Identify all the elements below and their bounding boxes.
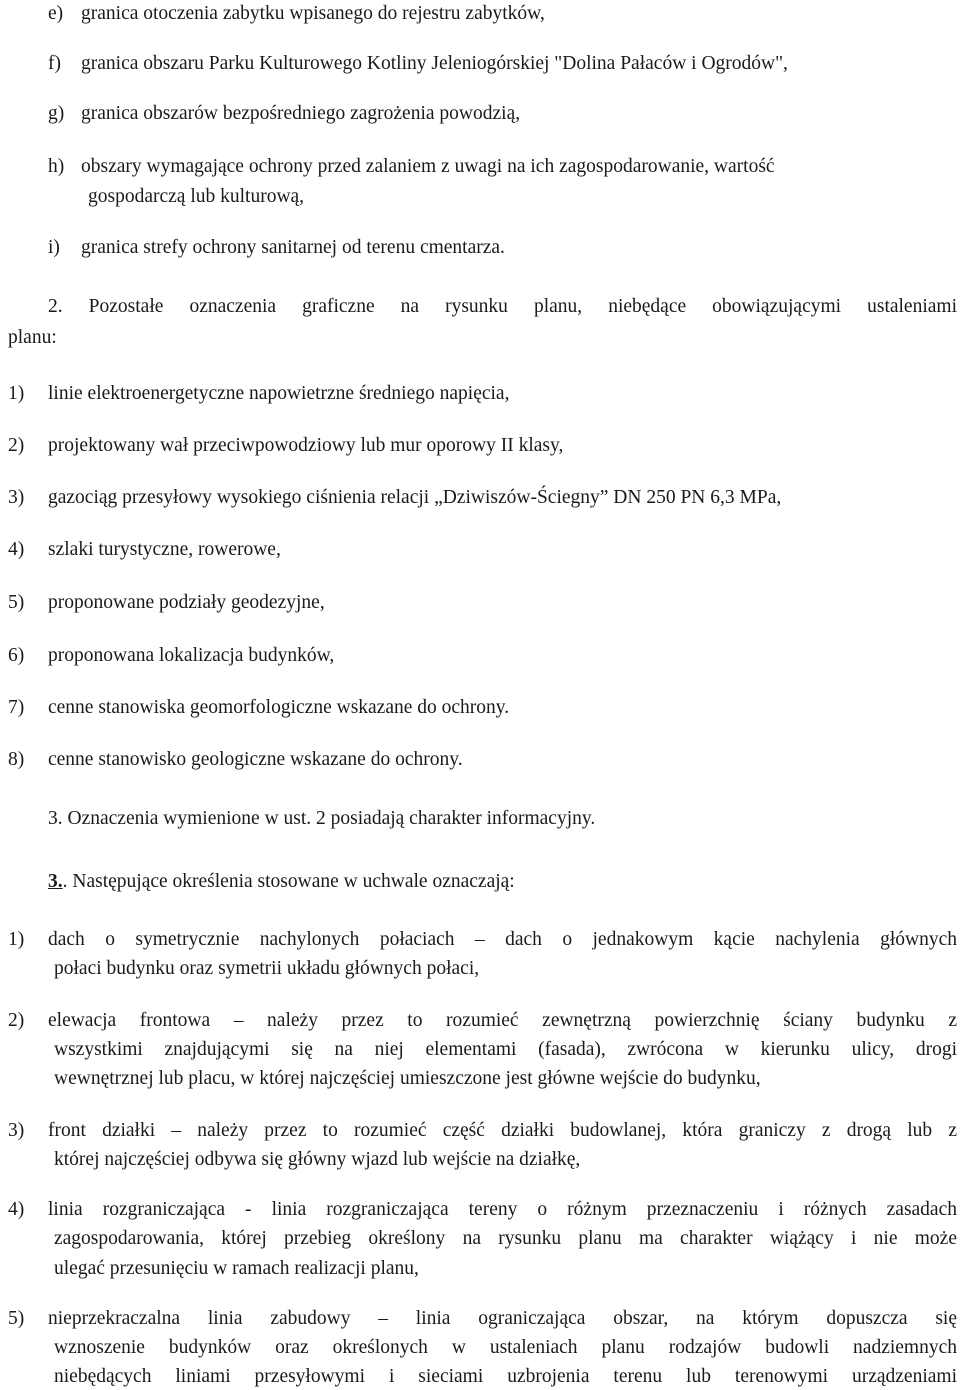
list-item-text: projektowany wał przeciwpowodziowy lub mur oporowy II klasy,	[48, 435, 564, 456]
list-marker: 3)	[8, 1120, 25, 1141]
list-marker: 5)	[8, 592, 25, 613]
list-marker: 3)	[8, 487, 25, 508]
list-marker: 7)	[8, 697, 25, 718]
definition-text: wewnętrznej lub placu, w której najczęściej umieszczone jest główne wejście do budynku,	[54, 1068, 761, 1089]
definition-text: niebędących liniami przesyłowymi i sieciami uzbrojenia terenu lub terenowymi urządzeniami	[54, 1366, 957, 1387]
list-item-text: granica strefy ochrony sanitarnej od terenu cmentarza.	[81, 237, 505, 258]
list-item-text: obszary wymagające ochrony przed zalaniem z uwagi na ich zagospodarowanie, wartość	[81, 156, 775, 177]
section-text: . Następujące określenia stosowane w uchwale oznaczają:	[62, 871, 515, 892]
definition-text: elewacja frontowa – należy przez to rozumieć zewnętrzną powierzchnię ściany budynku z	[48, 1010, 957, 1031]
section-3-paragraph: 3. Oznaczenia wymienione w ust. 2 posiadają charakter informacyjny.	[48, 808, 596, 829]
list-item-text: gazociąg przesyłowy wysokiego ciśnienia relacji „Dziwiszów-Ściegny” DN 250 PN 6,3 MPa,	[48, 487, 782, 508]
list-marker: h)	[48, 156, 65, 177]
list-item-text: proponowana lokalizacja budynków,	[48, 645, 335, 666]
list-item-text: granica obszaru Parku Kulturowego Kotliny Jeleniogórskiej "Dolina Pałaców i Ogrodów",	[81, 53, 788, 74]
list-marker: 2)	[8, 435, 25, 456]
list-marker: 1)	[8, 929, 25, 950]
list-marker: i)	[48, 237, 60, 258]
definition-text: front działki – należy przez to rozumieć część działki budowlanej, która graniczy z drogą lub z	[48, 1120, 957, 1141]
list-marker: 2)	[8, 1010, 25, 1031]
definition-text: linia rozgraniczająca - linia rozgraniczająca tereny o różnym przeznaczeniu i różnych zasadach	[48, 1199, 957, 1220]
definition-text: połaci budynku oraz symetrii układu głównych połaci,	[54, 958, 480, 979]
list-item-text: proponowane podziały geodezyjne,	[48, 592, 325, 613]
section-number: 2.	[48, 296, 63, 317]
list-item-text: granica obszarów bezpośredniego zagrożenia powodzią,	[81, 103, 521, 124]
definition-text: wznoszenie budynków oraz określonych w ustaleniach planu rodzajów budowli nadziemnych	[54, 1337, 957, 1358]
list-marker: 6)	[8, 645, 25, 666]
list-item-text: cenne stanowisko geologiczne wskazane do ochrony.	[48, 749, 463, 770]
definition-text: której najczęściej odbywa się główny wjazd lub wejście na działkę,	[54, 1149, 581, 1170]
list-item-text: szlaki turystyczne, rowerowe,	[48, 539, 281, 560]
list-item-text: cenne stanowiska geomorfologiczne wskazane do ochrony.	[48, 697, 510, 718]
list-marker: 5)	[8, 1308, 25, 1329]
section-number: 3.	[48, 871, 63, 892]
definition-text: wszystkimi znajdującymi się na niej elementami (fasada), zwrócona w kierunku ulicy, drogi	[54, 1039, 957, 1060]
section-text: Pozostałe oznaczenia graficzne na rysunku planu, niebędące obowiązującymi ustaleniami	[88, 296, 957, 317]
list-marker: 4)	[8, 1199, 25, 1220]
list-marker: 1)	[8, 383, 25, 404]
list-marker: e)	[48, 3, 64, 24]
definition-text: nieprzekraczalna linia zabudowy – linia ograniczająca obszar, na którym dopuszcza się	[48, 1308, 957, 1329]
definition-text: zagospodarowania, której przebieg określony na rysunku planu ma charakter wiążący i nie może	[54, 1228, 957, 1249]
list-marker: 8)	[8, 749, 25, 770]
list-marker: f)	[48, 53, 61, 74]
list-marker: 4)	[8, 539, 25, 560]
list-item-text: gospodarczą lub kulturową,	[88, 186, 305, 207]
definition-text: ulegać przesunięciu w ramach realizacji planu,	[54, 1258, 419, 1279]
list-item-text: linie elektroenergetyczne napowietrzne średniego napięcia,	[48, 383, 510, 404]
definition-text: dach o symetrycznie nachylonych połaciach – dach o jednakowym kącie nachylenia głównych	[48, 929, 957, 950]
section-3b-heading	[48, 870, 515, 894]
list-item-text: granica otoczenia zabytku wpisanego do rejestru zabytków,	[81, 3, 545, 24]
list-marker: g)	[48, 103, 65, 124]
section-text: planu:	[8, 327, 57, 348]
